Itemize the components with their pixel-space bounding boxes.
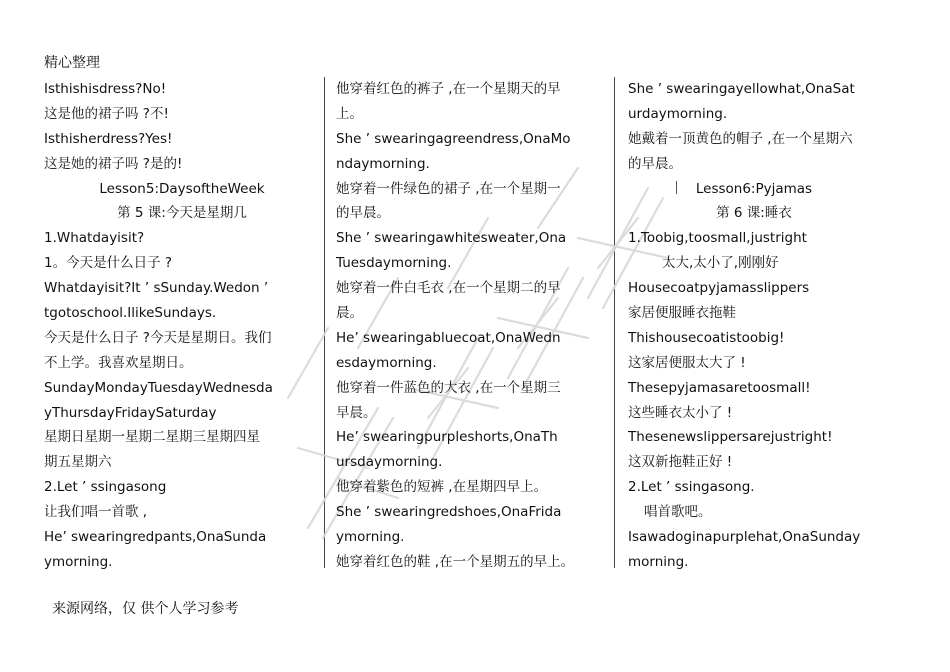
text-line: 她穿着红色的鞋 ,在一个星期五的早上。 [336,553,575,570]
text-line: ndaymorning. [336,155,430,172]
text-line: 这是她的裙子吗 ?是的! [44,155,183,172]
text-line: 让我们唱一首歌 , [44,504,148,521]
text-line: 这些睡衣太小了 ! [628,404,733,421]
text-line: Thesepyjamasaretoosmall! [628,379,811,396]
text-line: Tuesdaymorning. [336,255,452,272]
text-line: 他穿着一件蓝色的大衣 ,在一个星期三 [336,379,561,396]
text-line: 这是他的裙子吗 ?不! [44,105,169,122]
text-line: 她戴着一顶黄色的帽子 ,在一个星期六 [628,130,853,147]
text-line: 1.Toobig,toosmall,justright [628,230,807,247]
column-divider [324,77,325,568]
text-line: 今天是什么日子 ?今天是星期日。我们 [44,329,272,346]
text-line: She ’ swearingayellowhat,OnaSat [628,81,855,97]
text-line: 的早晨。 [336,205,390,222]
text-line: Whatdayisit?It ’ sSunday.Wedon ’ [44,280,269,297]
text-line: morning. [628,553,689,570]
text-line: Isawadoginapurplehat,OnaSunday [628,529,861,546]
text-line: SundayMondayTuesdayWednesda [44,379,273,396]
text-line: ursdaymorning. [336,454,443,471]
text-line: tgotoschool.IlikeSundays. [44,305,217,322]
text-line: 她穿着一件绿色的裙子 ,在一个星期一 [336,180,561,197]
text-line: 第 6 课:睡衣 [716,205,792,222]
text-line: 唱首歌吧。 [644,504,712,521]
text-line: 1.Whatdayisit? [44,230,145,247]
text-line: 这家居便服太大了 ! [628,354,746,371]
text-line: She ’ swearingredshoes,OnaFrida [336,504,562,521]
text-line: 第 5 课:今天是星期几 [117,205,247,222]
text-line: He’ swearingabluecoat,OnaWedn [336,329,561,346]
text-line: 家居便服睡衣拖鞋 [628,305,736,322]
text-line: He’ swearingpurpleshorts,OnaTh [336,429,558,446]
text-line: She ’ swearingagreendress,OnaMo [336,130,571,147]
text-line: Housecoatpyjamasslippers [628,280,810,297]
text-line: 期五星期六 [44,454,112,471]
column-3 [628,77,880,568]
text-line: ymorning. [336,529,405,546]
text-line: Lesson5:DaysoftheWeek [99,180,265,197]
text-line: urdaymorning. [628,105,728,122]
text-line: She ’ swearingawhitesweater,Ona [336,230,567,247]
text-line: 他穿着紫色的短裤 ,在星期四早上。 [336,479,548,496]
text-line: Lesson6:Pyjamas [695,180,813,197]
text-line: 她穿着一件白毛衣 ,在一个星期二的早 [336,280,561,297]
column-2 [336,77,606,568]
text-line: Thishousecoatistoobig! [628,329,785,346]
column-divider [614,77,615,568]
text-line: Isthisherdress?Yes! [44,130,173,147]
text-line: Isthishisdress?No! [44,81,167,97]
text-line: 这双新拖鞋正好 ! [628,454,733,471]
page-footer: 来源网络，仅 供个人学习参考 [52,601,239,617]
text-line: 上。 [336,105,363,122]
text-line: yThursdayFridaySaturday [44,404,217,421]
text-line: 晨。 [336,305,363,322]
text-line: esdaymorning. [336,354,437,371]
text-line: 2.Let ’ ssingasong. [628,479,755,496]
column-1 [44,77,320,568]
text-line: 早晨。 [336,404,377,421]
text-line: ymorning. [44,553,113,570]
text-line: 不上学。我喜欢星期日。 [44,354,193,371]
text-line: Thesenewslippersarejustright! [628,429,833,446]
page-header: 精心整理 [44,55,100,71]
text-line: 1。今天是什么日子 ? [44,255,173,272]
text-line: He’ swearingredpants,OnaSunda [44,529,267,546]
text-line: 的早晨。 [628,155,682,172]
text-line: 他穿着红色的裤子 ,在一个星期天的早 [336,81,561,97]
text-line: 2.Let ’ ssingasong [44,479,167,496]
text-line: 太大,太小了,刚刚好 [662,255,779,272]
text-line: 星期日星期一星期二星期三星期四星 [44,429,260,446]
